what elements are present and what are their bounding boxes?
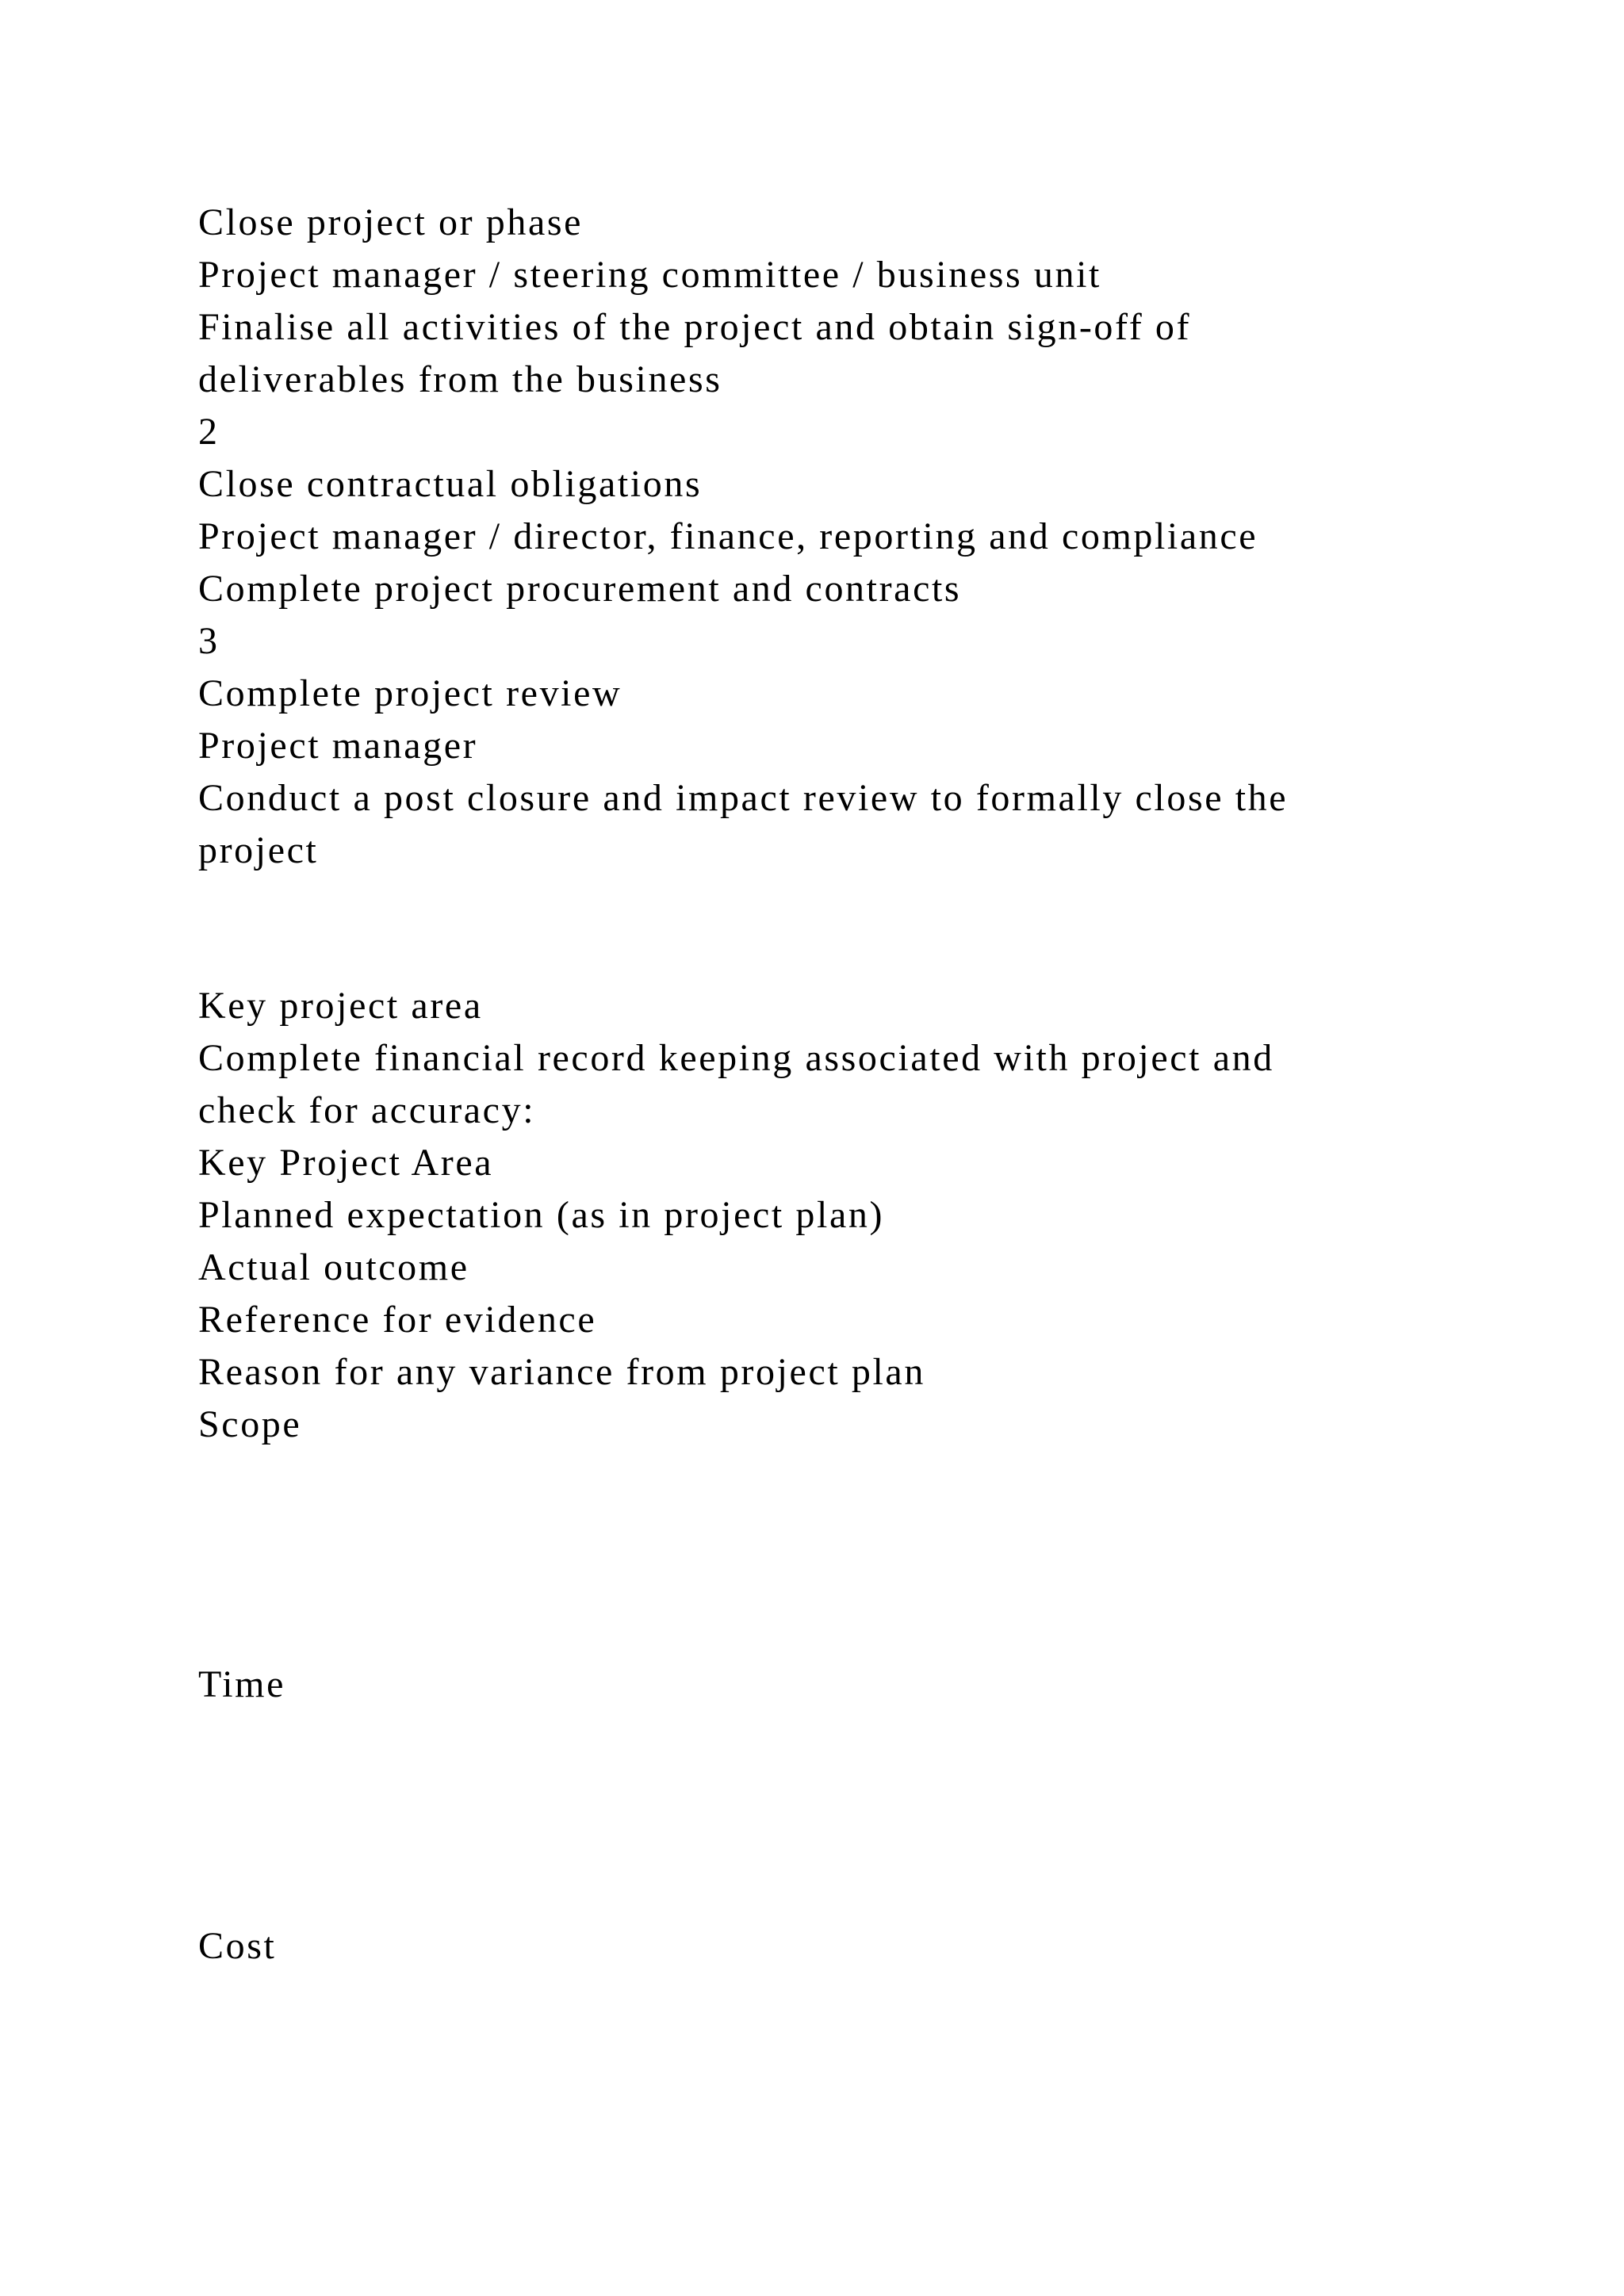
- section-heading: Key project area: [198, 985, 483, 1027]
- activity-title-close-contracts: Close contractual obligations: [198, 463, 703, 505]
- activity-title-project-review: Complete project review: [198, 672, 622, 714]
- activity-description: Conduct a post closure and impact review to formally close the: [198, 777, 1289, 819]
- column-header-planned-expectation: Planned expectation (as in project plan): [198, 1194, 885, 1236]
- row-label-cost: Cost: [198, 1925, 277, 1967]
- row-label-scope: Scope: [198, 1403, 302, 1445]
- row-label-time: Time: [198, 1663, 286, 1705]
- column-header-reference-evidence: Reference for evidence: [198, 1299, 597, 1341]
- activity-number: 2: [198, 411, 220, 453]
- closure-activities-block: [198, 197, 1507, 877]
- instruction-text: Complete financial record keeping associated with project and: [198, 1037, 1274, 1079]
- column-header-key-project-area: Key Project Area: [198, 1142, 494, 1184]
- activity-title-close-project: Close project or phase: [198, 201, 584, 243]
- activity-description: Finalise all activities of the project and obtain sign-off of: [198, 306, 1192, 348]
- column-header-variance-reason: Reason for any variance from project plan: [198, 1351, 925, 1393]
- activity-responsible: Project manager / steering committee / business unit: [198, 254, 1101, 296]
- column-header-actual-outcome: Actual outcome: [198, 1246, 469, 1288]
- activity-description-continued: deliverables from the business: [198, 358, 722, 400]
- activity-description-continued: project: [198, 829, 319, 871]
- activity-description: Complete project procurement and contracts: [198, 568, 962, 610]
- key-project-area-block: [198, 980, 1507, 1451]
- instruction-text-continued: check for accuracy:: [198, 1089, 536, 1131]
- activity-responsible: Project manager: [198, 725, 478, 767]
- activity-responsible: Project manager / director, finance, reporting and compliance: [198, 515, 1258, 557]
- activity-number: 3: [198, 620, 220, 662]
